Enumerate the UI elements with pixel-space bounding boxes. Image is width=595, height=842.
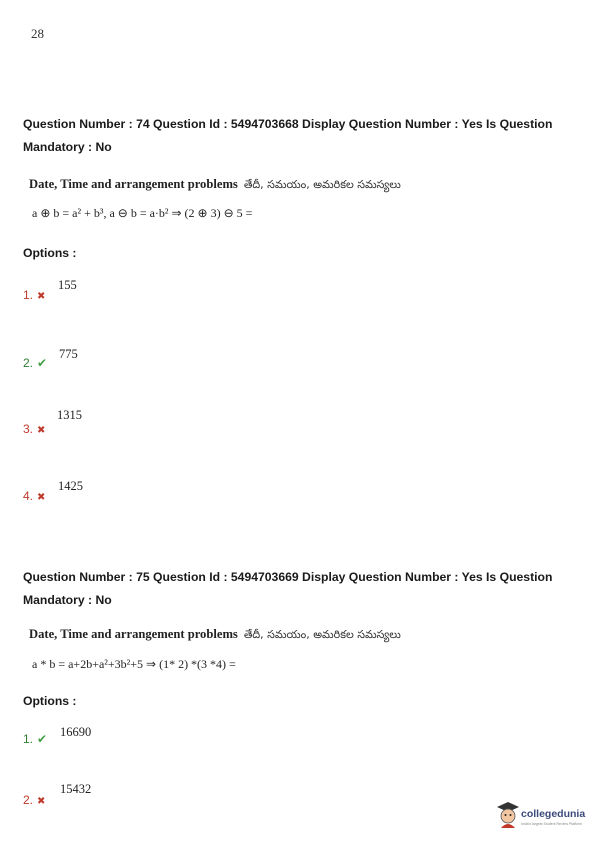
cross-icon: ✖: [37, 492, 46, 503]
question-expression-75: a * b = a+2b+a²+3b²+5 ⇒ (1* 2) *(3 *4) =: [32, 657, 236, 671]
subject-english: Date, Time and arrangement problems: [29, 177, 238, 191]
option-value: 1315: [57, 408, 82, 422]
question-expression-74: a ⊕ b = a² + b³, a ⊖ b = a·b² ⇒ (2 ⊕ 3) ⊖ 5 =: [32, 206, 253, 220]
brand-tagline: India's largest Student Review Platform: [521, 822, 582, 826]
option-value: 16690: [60, 725, 92, 739]
question-subject-75: [29, 627, 401, 644]
option-index: 4.: [23, 489, 34, 503]
cross-icon: ✖: [37, 291, 46, 302]
option-number: [23, 489, 45, 503]
question-header-75: Question Number : 75 Question Id : 5494703669 Display Question Number : Yes Is Question Mandatory : No: [23, 570, 553, 607]
check-icon: ✔: [37, 356, 48, 370]
option-index: 1.: [23, 732, 34, 746]
question-header-74: Question Number : 74 Question Id : 5494703668 Display Question Number : Yes Is Question Mandatory : No: [23, 117, 553, 154]
option-value: 155: [58, 278, 77, 292]
option-index: 2.: [23, 793, 34, 807]
option-value: 15432: [60, 782, 92, 796]
subject-english: Date, Time and arrangement problems: [29, 627, 238, 641]
options-label-74: Options :: [23, 246, 77, 260]
subject-telugu: తేదీ, సమయం, అమరికల సమస్యలు: [243, 628, 401, 641]
check-icon: ✔: [37, 732, 48, 746]
option-value: 1425: [58, 479, 83, 493]
option-number: [23, 356, 47, 370]
graduate-mascot-icon: [495, 800, 521, 830]
option-index: 1.: [23, 288, 34, 302]
brand-logo-text: collegedunia: [521, 808, 586, 820]
cross-icon: ✖: [37, 425, 46, 436]
option-number: [23, 288, 45, 302]
option-number: [23, 422, 45, 436]
option-number: [23, 793, 45, 807]
question-subject-74: [29, 177, 401, 194]
option-number: [23, 732, 47, 746]
option-index: 3.: [23, 422, 34, 436]
subject-telugu: తేదీ, సమయం, అమరికల సమస్యలు: [243, 178, 401, 191]
cross-icon: ✖: [37, 796, 46, 807]
options-label-75: Options :: [23, 694, 77, 708]
option-value: 775: [59, 347, 78, 361]
option-index: 2.: [23, 356, 34, 370]
page-number: 28: [31, 26, 44, 41]
